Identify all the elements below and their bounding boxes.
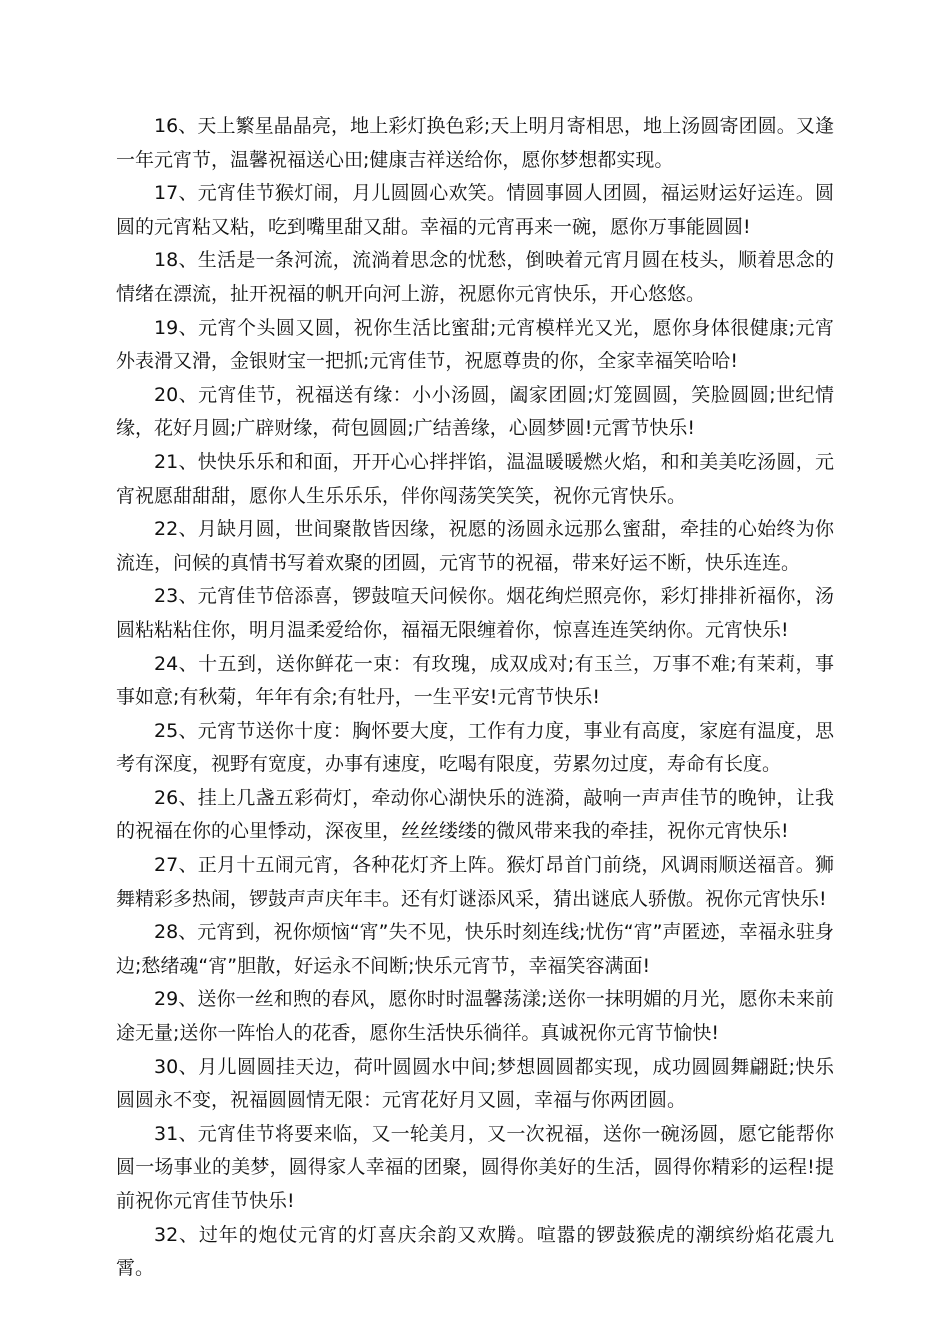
blessing-paragraph-24: 24、十五到，送你鲜花一束：有玫瑰，成双成对;有玉兰，万事不难;有茉莉，事事如意;有秋菊，年年有余;有牡丹，一生平安!元宵节快乐! xyxy=(116,652,834,709)
blessing-paragraph-28: 28、元宵到，祝你烦恼“宵”失不见，快乐时刻连线;忧伤“宵”声匿迹，幸福永驻身边;愁绪魂“宵”胆散，好运永不间断;快乐元宵节，幸福笑容满面! xyxy=(116,921,834,977)
blessing-paragraph-25: 25、元宵节送你十度：胸怀要大度，工作有力度，事业有高度，家庭有温度，思考有深度，视野有宽度，办事有速度，吃喝有限度，劳累勿过度，寿命有长度。 xyxy=(116,719,834,776)
blessing-paragraph-23: 23、元宵佳节倍添喜，锣鼓喧天问候你。烟花绚烂照亮你，彩灯排排祈福你，汤圆粘粘粘住你，明月温柔爱给你，福福无限缠着你，惊喜连连笑纳你。元宵快乐! xyxy=(116,585,834,641)
blessing-paragraph-19: 19、元宵个头圆又圆，祝你生活比蜜甜;元宵模样光又光，愿你身体很健康;元宵外表滑又滑，金银财宝一把抓;元宵佳节，祝愿尊贵的你，全家幸福笑哈哈! xyxy=(116,316,834,373)
blessing-paragraph-17: 17、元宵佳节猴灯闹，月儿圆圆心欢笑。情圆事圆人团圆，福运财运好运连。圆圆的元宵粘又粘，吃到嘴里甜又甜。幸福的元宵再来一碗，愿你万事能圆圆! xyxy=(116,182,834,238)
blessing-paragraph-22: 22、月缺月圆，世间聚散皆因缘，祝愿的汤圆永远那么蜜甜，牵挂的心始终为你流连，问候的真情书写着欢聚的团圆，元宵节的祝福，带来好运不断，快乐连连。 xyxy=(116,518,834,574)
blessing-paragraph-20: 20、元宵佳节，祝福送有缘：小小汤圆，阖家团圆;灯笼圆圆，笑脸圆圆;世纪情缘，花好月圆;广辟财缘，荷包圆圆;广结善缘，心圆梦圆!元霄节快乐! xyxy=(116,383,834,440)
blessing-paragraph-32: 32、过年的炮仗元宵的灯喜庆余韵又欢腾。喧嚣的锣鼓猴虎的潮缤纷焰花震九霄。 xyxy=(116,1223,834,1280)
blessing-paragraph-21: 21、快快乐乐和和面，开开心心拌拌馅，温温暖暖燃火焰，和和美美吃汤圆，元宵祝愿甜甜甜，愿你人生乐乐乐，伴你闯荡笑笑笑，祝你元宵快乐。 xyxy=(116,450,834,507)
blessing-paragraph-27: 27、正月十五闹元宵，各种花灯齐上阵。猴灯昂首门前绕，风调雨顺送福音。狮舞精彩多热闹，锣鼓声声庆年丰。还有灯谜添风采，猜出谜底人骄傲。祝你元宵快乐! xyxy=(116,854,834,910)
blessing-paragraph-16: 16、天上繁星晶晶亮，地上彩灯换色彩;天上明月寄相思，地上汤圆寄团圆。又逢一年元宵节，温馨祝福送心田;健康吉祥送给你，愿你梦想都实现。 xyxy=(116,115,834,171)
blessing-paragraph-31: 31、元宵佳节将要来临，又一轮美月，又一次祝福，送你一碗汤圆，愿它能帮你圆一场事业的美梦，圆得家人幸福的团聚，圆得你美好的生活，圆得你精彩的运程!提前祝你元宵佳节快乐! xyxy=(116,1122,834,1212)
blessing-paragraph-26: 26、挂上几盏五彩荷灯，牵动你心湖快乐的涟漪，敲响一声声佳节的晚钟，让我的祝福在你的心里悸动，深夜里，丝丝缕缕的微风带来我的牵挂，祝你元宵快乐! xyxy=(116,786,834,843)
document-page xyxy=(116,110,834,1286)
blessing-paragraph-18: 18、生活是一条河流，流淌着思念的忧愁，倒映着元宵月圆在枝头，顺着思念的情绪在漂流，扯开祝福的帆开向河上游，祝愿你元宵快乐，开心悠悠。 xyxy=(116,249,834,305)
blessing-paragraph-29: 29、送你一丝和煦的春风，愿你时时温馨荡漾;送你一抹明媚的月光，愿你未来前途无量;送你一阵怡人的花香，愿你生活快乐徜徉。真诚祝你元宵节愉快! xyxy=(116,988,834,1045)
blessing-paragraph-30: 30、月儿圆圆挂天边，荷叶圆圆水中间;梦想圆圆都实现，成功圆圆舞翩跹;快乐圆圆永不变，祝福圆圆情无限：元宵花好月又圆，幸福与你两团圆。 xyxy=(116,1055,834,1112)
